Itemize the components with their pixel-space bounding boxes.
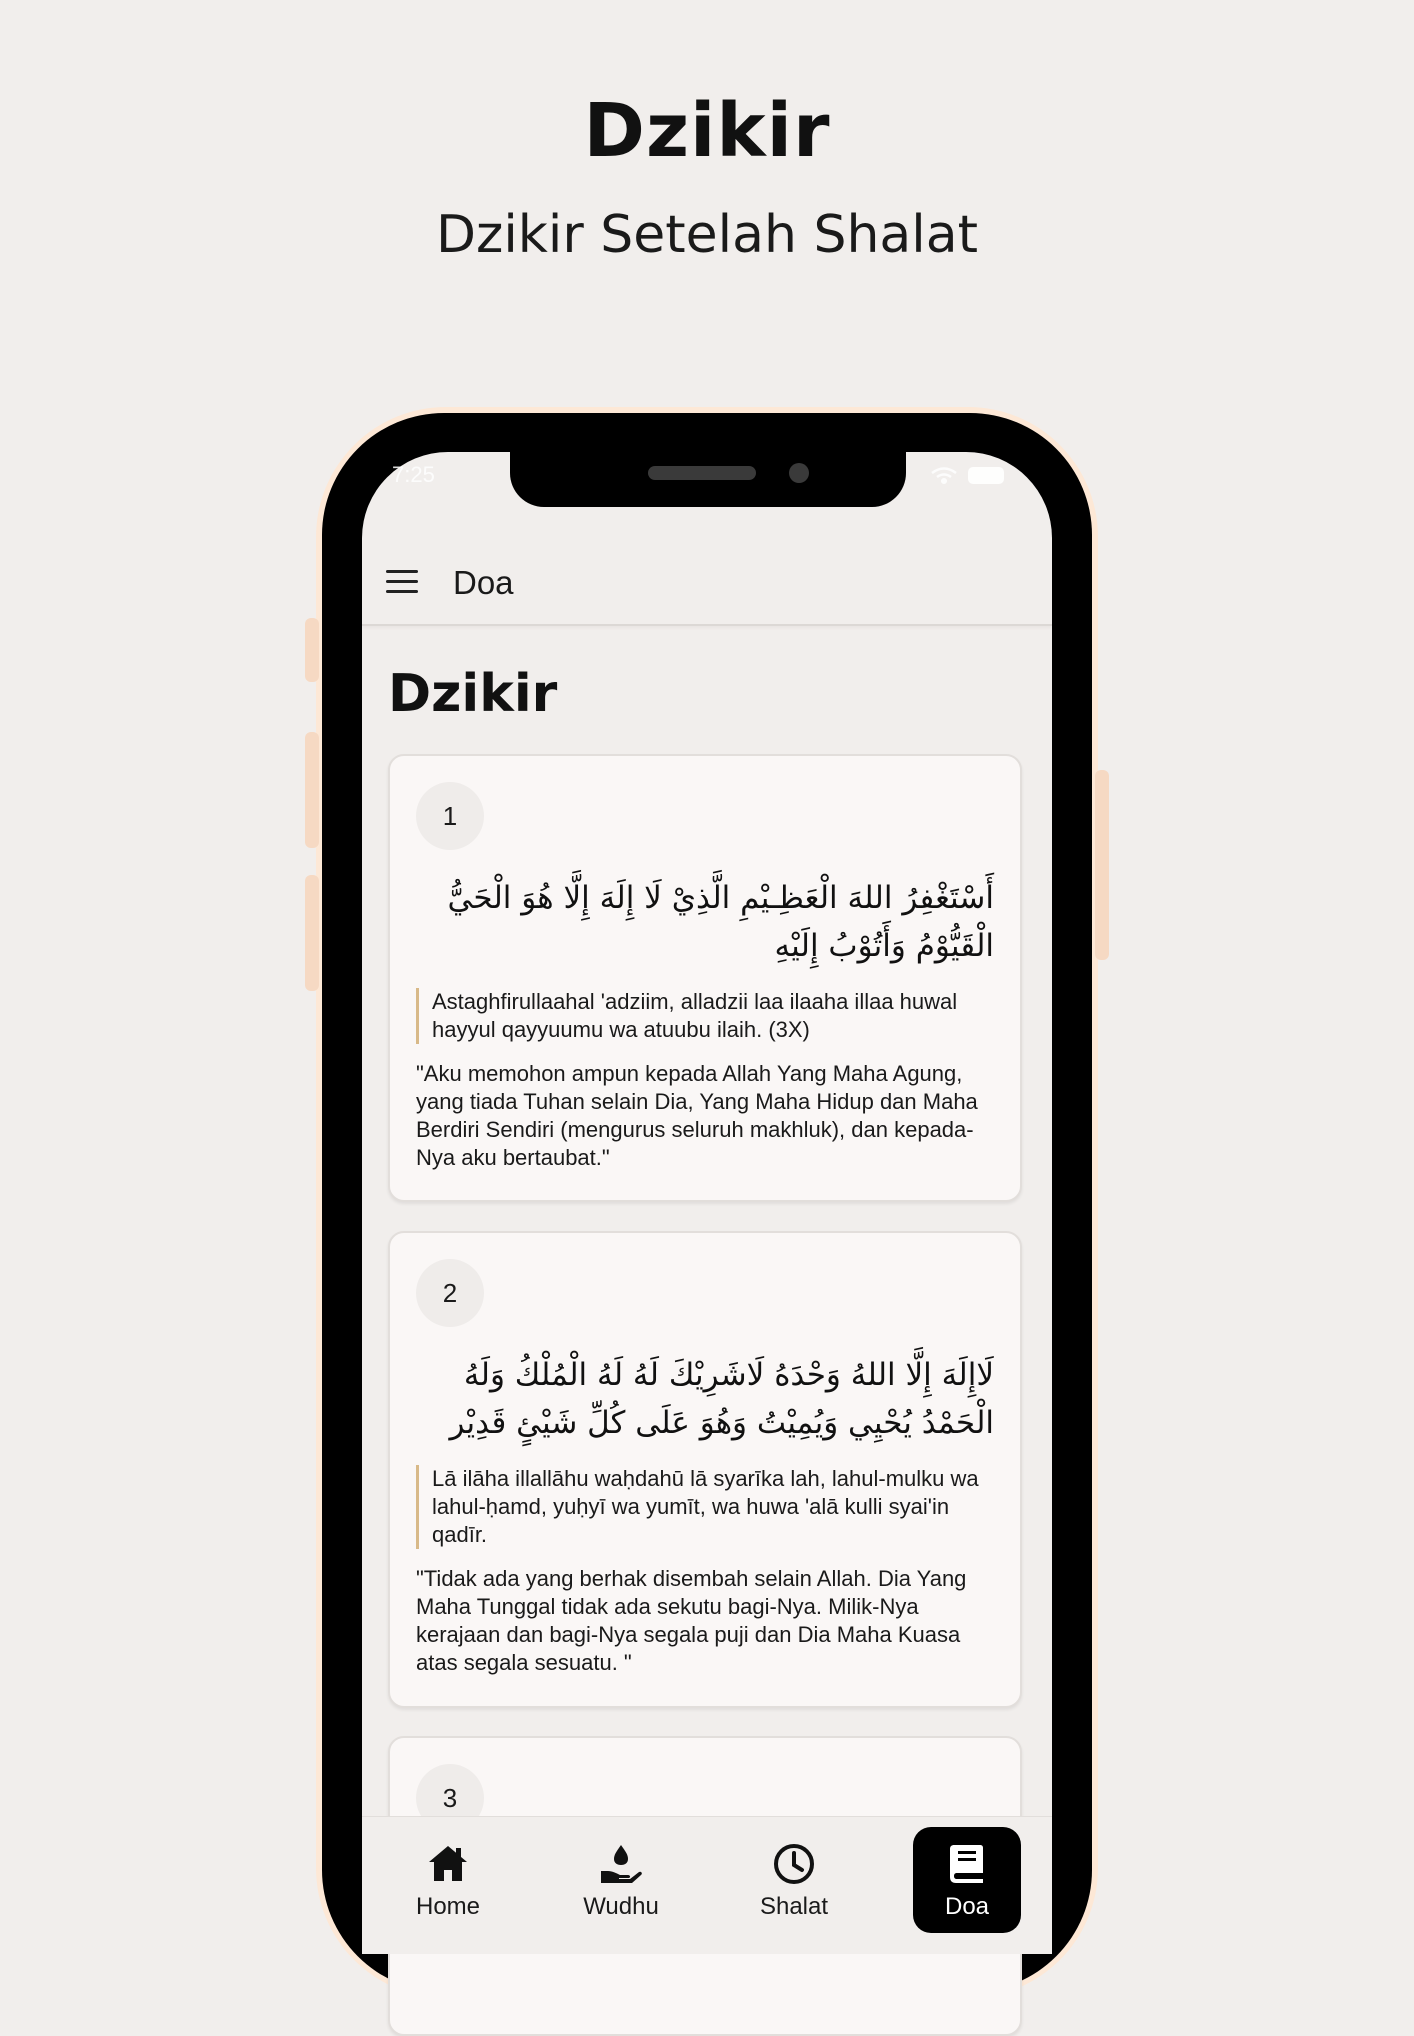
dzikir-number-badge: 2: [416, 1259, 484, 1327]
dzikir-card: [388, 1231, 1022, 1708]
dzikir-card: [388, 754, 1022, 1202]
dzikir-arabic-text: لَاإِلَهَ إِلَّا اللهُ وَحْدَهُ لَاشَرِيْكَ لَهُ لَهُ الْمُلْكُ وَلَهُ الْحَمْدُ يُحْيِي وَيُمِيْتُ وَهُوَ عَلَى كُلِّ شَيْئٍ قَدِيْر: [449, 1357, 994, 1441]
menu-icon[interactable]: [386, 570, 418, 594]
book-icon: [944, 1841, 990, 1887]
home-icon: [425, 1841, 471, 1887]
dzikir-latin-text: Astaghfirullaahal 'adziim, alladzii laa ilaaha illaa huwal hayyul qayyuumu wa atuubu ilaih. (3X): [416, 988, 994, 1044]
dzikir-arabic-text: أَسْتَغْفِرُ اللهَ الْعَظِـيْمِ الَّذِيْ لَا إِلَهَ إِلَّا هُوَ الْحَيُّ الْقَيُّوْمُ وَأَتُوْبُ إِلَيْهِ: [447, 880, 994, 964]
page-heading: Dzikir: [388, 664, 558, 724]
app-bar: [362, 544, 1052, 626]
phone-screen: [362, 452, 1052, 1953]
dzikir-translation-text: "Aku memohon ampun kepada Allah Yang Maha Agung, yang tiada Tuhan selain Dia, Yang Maha Hidup dan Maha Berdiri Sendiri (mengurus seluruh makhluk), dan kepada-Nya aku bertaubat.": [416, 1061, 978, 1170]
dzikir-latin-text: Lā ilāha illallāhu waḥdahū lā syarīka lah, lahul-mulku wa lahul-ḥamd, yuḥyī wa yumīt, wa huwa 'alā kulli syai'in qadīr.: [416, 1465, 994, 1549]
dzikir-translation-text: "Tidak ada yang berhak disembah selain Allah. Dia Yang Maha Tunggal tidak ada sekutu bagi-Nya. Milik-Nya kerajaan dan bagi-Nya segala puji dan Dia Maha Kuasa atas segala sesuatu. ": [416, 1566, 967, 1675]
nav-label: Wudhu: [583, 1893, 659, 1920]
bottom-nav: [362, 1816, 1052, 1954]
dzikir-number-badge: 1: [416, 782, 484, 850]
nav-item-shalat[interactable]: [740, 1827, 848, 1933]
phone-camera: [789, 463, 809, 483]
promo-title: Dzikir: [583, 88, 831, 174]
clock-icon: [771, 1841, 817, 1887]
phone-side-button-volume-down: [305, 875, 319, 991]
nav-label: Doa: [944, 1893, 990, 1920]
nav-item-wudhu[interactable]: [567, 1827, 675, 1933]
wifi-icon: [932, 469, 956, 483]
nav-label: Home: [415, 1893, 481, 1920]
battery-icon: [968, 467, 1004, 484]
phone-side-button-mute: [305, 618, 319, 682]
phone-side-button-volume-up: [305, 732, 319, 848]
status-icons: [928, 464, 1008, 486]
wudhu-hands-icon: [598, 1841, 644, 1887]
phone-speaker: [648, 466, 756, 480]
app-bar-title: Doa: [453, 564, 514, 601]
nav-item-home[interactable]: [394, 1827, 502, 1933]
status-time: 7:25: [392, 462, 435, 487]
promo-subtitle: Dzikir Setelah Shalat: [436, 205, 978, 265]
phone-side-button-power: [1095, 770, 1109, 960]
dzikir-list[interactable]: [362, 624, 1052, 1813]
nav-label: Shalat: [759, 1893, 829, 1920]
nav-item-doa[interactable]: [913, 1827, 1021, 1933]
dzikir-number-badge: 3: [416, 1764, 484, 1832]
